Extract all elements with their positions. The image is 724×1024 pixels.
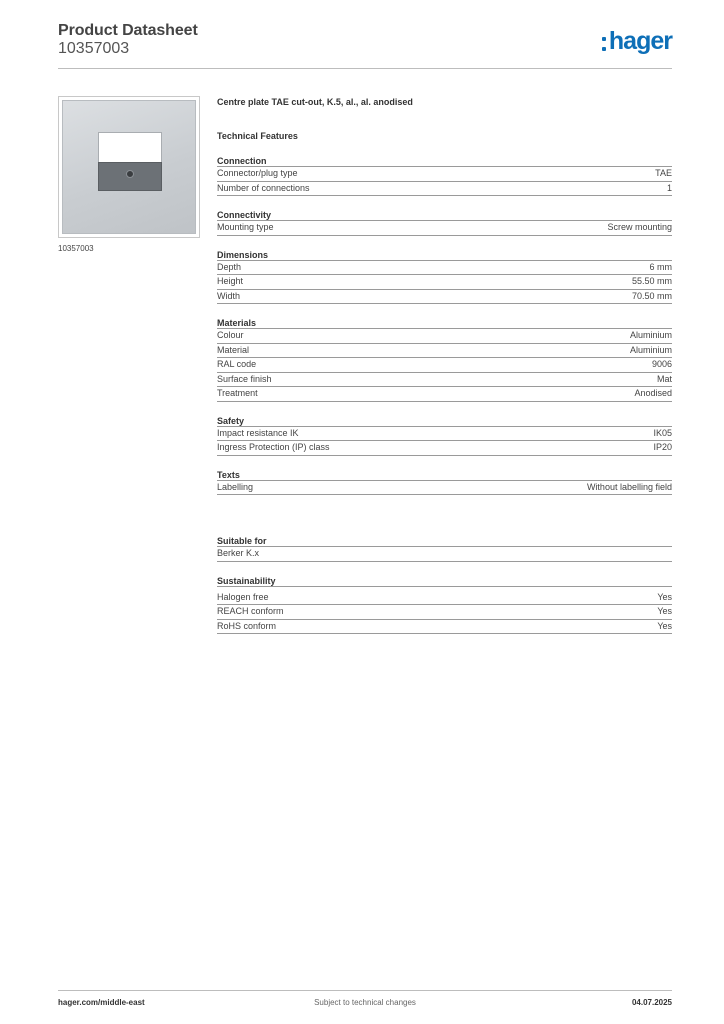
table-row — [217, 167, 672, 182]
table-row — [217, 329, 672, 344]
group-materials — [217, 317, 672, 402]
row-label: RoHS conform — [217, 620, 277, 631]
group-title: Dimensions — [217, 249, 672, 261]
hager-logo — [602, 26, 672, 56]
group-safety — [217, 415, 672, 456]
datasheet-content — [217, 96, 672, 634]
row-value: Yes — [657, 591, 672, 602]
group-texts — [217, 469, 672, 496]
row-value: Anodised — [634, 388, 672, 398]
tae-socket — [98, 162, 162, 191]
row-value: 1 — [666, 182, 672, 193]
group-title: Sustainability — [217, 575, 672, 587]
page-title: Product Datasheet — [58, 22, 198, 39]
table-row — [217, 387, 672, 402]
group-dimensions — [217, 249, 672, 305]
group-sustainability — [217, 575, 672, 635]
table-row — [217, 547, 672, 562]
row-value: Mat — [656, 373, 672, 384]
article-number: 10357003 — [58, 40, 130, 57]
table-row — [217, 290, 672, 305]
row-label: REACH conform — [217, 606, 284, 616]
group-connection — [217, 155, 672, 196]
row-label: Surface finish — [217, 373, 272, 384]
row-value: Screw mounting — [607, 222, 672, 232]
row-label: Impact resistance IK — [217, 427, 299, 438]
row-value: 9006 — [651, 359, 672, 369]
group-suitable-for — [217, 535, 672, 562]
group-title: Connectivity — [217, 209, 672, 221]
table-row — [217, 605, 672, 620]
row-label: Labelling — [217, 481, 254, 492]
page-footer — [58, 998, 672, 1010]
socket-hole-icon — [126, 170, 134, 178]
table-row — [217, 427, 672, 442]
row-label: Connector/plug type — [217, 168, 298, 178]
table-row — [217, 591, 672, 606]
row-value: Yes — [657, 606, 672, 616]
table-row — [217, 221, 672, 236]
row-value: 6 mm — [649, 261, 672, 272]
group-title: Materials — [217, 317, 672, 329]
group-title: Texts — [217, 469, 672, 481]
row-value: IK05 — [653, 427, 672, 438]
page-header — [58, 22, 672, 68]
image-caption: 10357003 — [58, 244, 94, 253]
row-value: Aluminium — [629, 330, 672, 340]
row-value: TAE — [655, 168, 672, 178]
footer-website-link[interactable]: hager.com/middle-east — [58, 998, 145, 1007]
row-label: RAL code — [217, 359, 257, 369]
row-label: Ingress Protection (IP) class — [217, 442, 330, 452]
row-value: IP20 — [653, 442, 672, 452]
table-row — [217, 481, 672, 496]
row-label: Number of connections — [217, 182, 310, 193]
row-label: Colour — [217, 330, 244, 340]
logo-text: hager — [608, 27, 672, 55]
footer-notice: Subject to technical changes — [314, 998, 416, 1007]
table-row — [217, 182, 672, 197]
table-row — [217, 441, 672, 456]
group-title: Connection — [217, 155, 672, 167]
table-row — [217, 261, 672, 276]
group-title: Suitable for — [217, 535, 672, 547]
product-image — [58, 96, 200, 238]
table-row — [217, 620, 672, 635]
row-value: Without labelling field — [586, 481, 672, 492]
row-value: 70.50 mm — [631, 290, 672, 301]
footer-divider — [58, 990, 672, 991]
table-row — [217, 373, 672, 388]
row-label: Treatment — [217, 388, 258, 398]
row-value: Yes — [657, 620, 672, 631]
row-label: Mounting type — [217, 222, 274, 232]
table-row — [217, 344, 672, 359]
centre-plate-picture — [62, 100, 196, 234]
row-label: Halogen free — [217, 591, 269, 602]
row-label: Material — [217, 344, 250, 355]
row-value: Aluminium — [629, 344, 672, 355]
header-divider — [58, 68, 672, 69]
technical-features-heading: Technical Features — [217, 131, 298, 141]
row-label: Height — [217, 276, 244, 286]
product-name: Centre plate TAE cut-out, K.5, al., al. anodised — [217, 97, 413, 107]
row-label: Width — [217, 290, 241, 301]
row-value: 55.50 mm — [631, 276, 672, 286]
group-connectivity — [217, 209, 672, 236]
group-title: Safety — [217, 415, 672, 427]
plate-cutout — [98, 132, 162, 162]
footer-date: 04.07.2025 — [631, 998, 672, 1007]
logo-dots-icon — [602, 37, 606, 51]
row-label: Depth — [217, 261, 242, 272]
table-row — [217, 358, 672, 373]
table-row — [217, 275, 672, 290]
row-label: Berker K.x — [217, 548, 260, 558]
